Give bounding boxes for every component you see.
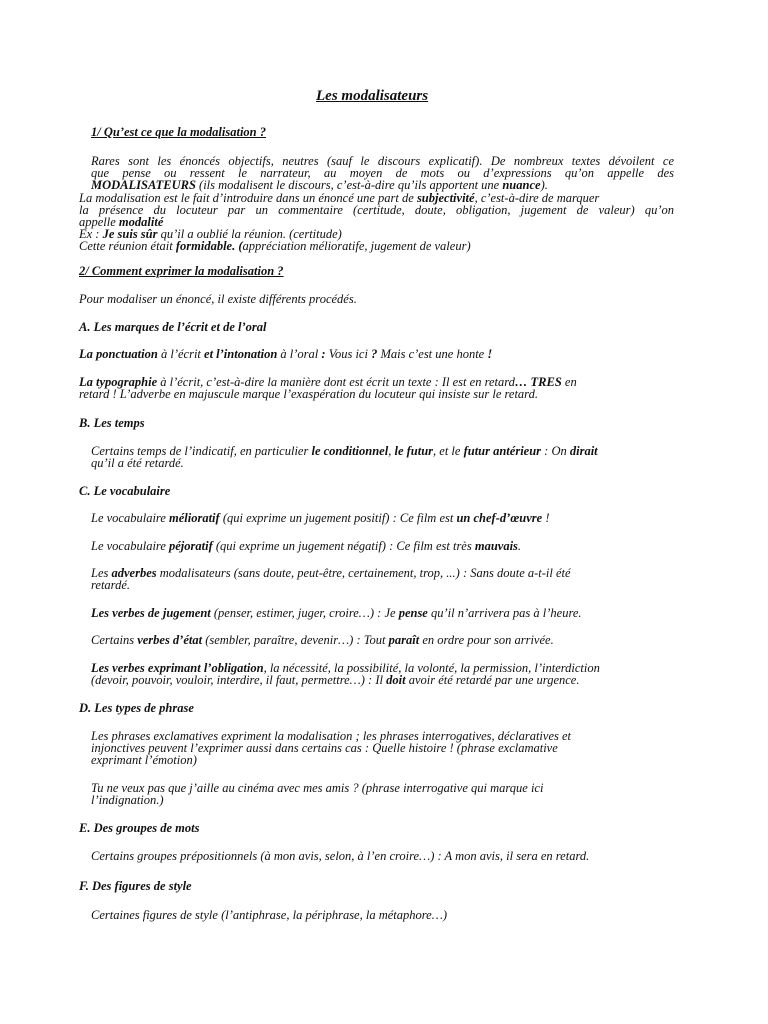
text: ). [540,178,548,192]
text: (sembler, paraître, devenir…) : Tout [202,633,389,647]
modalite-term: modalité [118,215,164,229]
text-bold: paraît [388,633,420,647]
d-p1-line2: injonctives peuvent l’exprimer aussi dans certains cas : Quelle histoire ! (phrase exclamative [91,741,558,755]
text: Ex : [79,227,103,241]
text: qu’il n’arrivera pas à l’heure. [427,606,582,620]
text-bold: doit [386,673,406,687]
c-pejoratif-line [91,540,521,553]
text: à l’écrit [157,347,205,361]
modalisateurs-term: MODALISATEURS [91,178,196,192]
text: Les [91,566,112,580]
text-bold: adverbes [111,566,157,580]
text: Cette réunion était [79,239,176,253]
text-bold: un chef-d’œuvre [456,511,543,525]
section-2-intro: Pour modaliser un énoncé, il existe différents procédés. [79,292,357,306]
text: avoir été retardé par une urgence. [405,673,580,687]
text: Le vocabulaire [91,511,169,525]
f-p1: Certaines figures de style (l’antiphrase, la périphrase, la métaphore…) [91,908,447,922]
text: Mais c’est une honte [377,347,488,361]
a-typographie-line2: retard ! L’adverbe en majuscule marque l’exaspération du locuteur qui insiste sur le retard. [79,387,538,401]
section-1-heading: 1/ Qu’est ce que la modalisation ? [91,125,266,139]
c-verbes-jugement-line [91,607,582,620]
c-melioratif-line [91,512,550,525]
text: : On [541,444,570,458]
d-p2-line2: l’indignation.) [91,793,164,807]
text: . [517,539,522,553]
subsection-a-heading: A. Les marques de l’écrit et de l’oral [79,320,267,334]
d-p1-line1: Les phrases exclamatives expriment la modalisation ; les phrases interrogatives, déclaratives et [91,729,572,743]
subjectivite-term: subjectivité [416,191,475,205]
s1-p1-line2: que pense ou ressent le narrateur, au moyen de mots ou d’expressions qu’on appelle des [91,166,674,180]
text-bold: La ponctuation [79,347,158,361]
text: Certains [91,633,138,647]
text-bold: : [321,347,329,361]
text-bold: le conditionnel [311,444,389,458]
c-verbes-etat-line [91,634,554,647]
text: ! [542,511,550,525]
text: en ordre pour son arrivée. [419,633,554,647]
text: (devoir, pouvoir, vouloir, interdire, il faut, permettre…) : Il [91,673,387,687]
example-bold: formidable. ( [175,239,243,253]
text-bold: verbes d’état [137,633,203,647]
text-bold: ! [487,347,493,361]
text: appréciation mélioratife, jugement de valeur) [242,239,471,253]
c-adverbes-line1 [91,567,571,580]
subsection-f-heading: F. Des figures de style [79,879,192,893]
c-verbes-obligation-line2 [91,674,579,687]
text-bold: le futur [394,444,434,458]
text-bold: La typographie [79,375,158,389]
example-bold: Je suis sûr [102,227,158,241]
text: Le vocabulaire [91,539,169,553]
subsection-e-heading: E. Des groupes de mots [79,821,200,835]
text-bold: futur antérieur [463,444,542,458]
subsection-c-heading: C. Le vocabulaire [79,484,171,498]
b-line2: qu’il a été retardé. [91,456,184,470]
page-title: Les modalisateurs [316,88,429,104]
s1-p2-example2 [79,240,471,253]
text-bold: et l’intonation [204,347,278,361]
text-bold: Les verbes exprimant l’obligation [91,661,264,675]
d-p2-line1: Tu ne veux pas que j’aille au cinéma avec mes amis ? (phrase interrogative qui marque ici [91,781,544,795]
s1-p2-line2: la présence du locuteur par un commentaire (certitude, doute, obligation, jugement de valeur) qu’on [79,203,674,217]
text: La modalisation est le fait d’introduire dans un énoncé une part de [79,191,417,205]
text: (qui exprime un jugement positif) : Ce film est [219,511,457,525]
text: (ils modalisent le discours, c’est-à-dire qu’ils apportent une [195,178,503,192]
subsection-d-heading: D. Les types de phrase [79,701,194,715]
text: , la nécessité, la possibilité, la volonté, la permission, l’interdiction [263,661,600,675]
text: appelle [79,215,119,229]
e-p1: Certains groupes prépositionnels (à mon avis, selon, à l’en croire…) : A mon avis, il sera en retard. [91,849,590,863]
subsection-b-heading: B. Les temps [79,416,145,430]
text: à l’oral [277,347,322,361]
s1-p1-line1: Rares sont les énoncés objectifs, neutres (sauf le discours explicatif). De nombreux textes dévoilent ce [91,154,674,168]
text: à l’écrit, c’est-à-dire la manière dont est écrit un texte : Il est en retard [157,375,515,389]
text-bold: ? [371,347,378,361]
text: , et le [433,444,464,458]
text: Certains temps de l’indicatif, en particulier [91,444,312,458]
c-adverbes-line2: retardé. [91,578,130,592]
text-bold: pense [398,606,428,620]
text: modalisateurs (sans doute, peut-être, certainement, trop, ...) : Sans doute a-t-il été [156,566,571,580]
text: en [561,375,577,389]
d-p1-line3: exprimant l’émotion) [91,753,197,767]
text-bold: péjoratif [169,539,213,553]
text-bold: mauvais [474,539,518,553]
text: , c’est-à-dire de marquer [474,191,600,205]
text: Vous ici [328,347,372,361]
text: qu’il a oublié la réunion. (certitude) [157,227,342,241]
text: (penser, estimer, juger, croire…) : Je [210,606,399,620]
text-bold: mélioratif [169,511,220,525]
section-2-heading: 2/ Comment exprimer la modalisation ? [79,264,284,278]
text-bold: dirait [569,444,598,458]
text: , [388,444,395,458]
text: (qui exprime un jugement négatif) : Ce film est très [212,539,475,553]
text-bold: Les verbes de jugement [91,606,211,620]
nuance-term: nuance [502,178,541,192]
a-ponctuation-line [79,348,492,361]
text-bold: … TRES [514,375,562,389]
